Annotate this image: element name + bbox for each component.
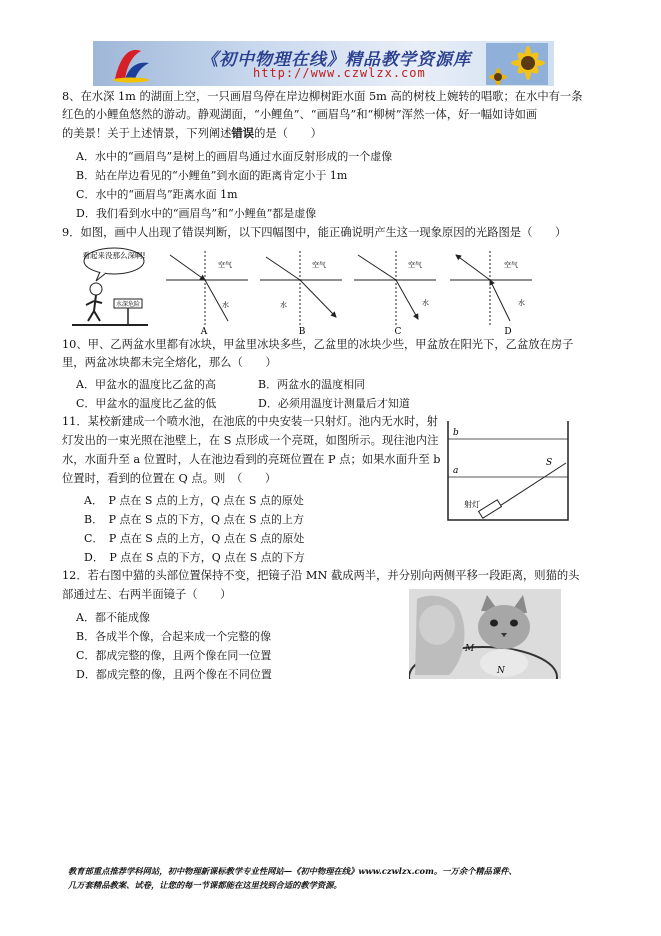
q9-water-label-b: 水: [280, 301, 287, 309]
q8-line2: 红色的小鲤鱼悠然的游动。静观湖面，“小鲤鱼”、“画眉鸟”和“柳树”浑然一体，好一幅如诗如画: [62, 108, 538, 121]
q9-label-b: B: [298, 327, 306, 335]
q12-option-c: C．都成完整的像，且两个像在同一位置: [76, 649, 272, 662]
q8-option-a: A．水中的“画眉鸟”是树上的画眉鸟通过水面反射形成的一个虚像: [76, 150, 393, 163]
q9-diagram-d: [450, 251, 532, 335]
sunflower-icon: [486, 43, 548, 85]
q12-line1: 12．若右图中猫的头部位置保持不变，把镜子沿 MN 截成两半，并分别向两侧平移一段距离，则猫的头: [62, 569, 580, 582]
q11-level-a-label: a: [453, 466, 459, 476]
q9-ray-diagrams: [160, 247, 550, 335]
site-logo-icon: [111, 45, 151, 83]
q8-line3-pre: 的美景！关于上述情景，下列阐述: [62, 127, 232, 140]
q9-label-a: A: [200, 327, 208, 335]
q9-label-d: D: [504, 327, 512, 335]
q9-sign-text: 水深危险: [115, 301, 141, 308]
q11-line1: 11．某校新建成一个喷水池，在池底的中央安装一只射灯。池内无水时，射: [62, 415, 438, 428]
q10-line1: 10、甲、乙两盆水里都有冰块，甲盆里冰块多些，乙盆里的冰块少些，甲盆放在阳光下，乙盆放在房子: [62, 338, 574, 351]
q9-water-label-c: 水: [422, 299, 429, 307]
q11-option-a: A． P 点在 S 点的上方，Q 点在 S 点的原处: [84, 494, 304, 507]
q9-diagram-a: [166, 251, 248, 335]
q8-option-b: B．站在岸边看见的“小鲤鱼”到水面的距离肯定小于 1m: [76, 169, 348, 182]
q12-cat-mirror-photo: [409, 589, 561, 679]
q11-line3: 水，水面升至 a 位置时，人在池边看到的亮斑位置在 P 点；如果水面升至 b: [62, 453, 441, 466]
q8-line3: [62, 125, 322, 142]
header-banner: [93, 41, 554, 86]
banner-title: 《初中物理在线》精品教学资源库: [201, 50, 471, 70]
q9-water-label-d: 水: [518, 299, 525, 307]
q11-option-b: B． P 点在 S 点的下方，Q 点在 S 点的上方: [84, 513, 305, 526]
q12-option-d: D．都成完整的像，且两个像在不同位置: [76, 668, 272, 681]
q8-line3-post: 的是（ ）: [254, 127, 322, 140]
q12-line2: 部通过左、右两半面镜子（ ）: [62, 588, 232, 601]
footer-line2: 几万套精品教案、试卷，让您的每一节课都能在这里找到合适的教学资源。: [68, 880, 342, 890]
q9-air-label-d: 空气: [504, 261, 518, 269]
q8-option-c: C．水中的“画眉鸟”距离水面 1m: [76, 188, 238, 201]
q9-air-label-b: 空气: [312, 261, 326, 269]
q12-mirror-m-label: M: [465, 644, 475, 654]
q11-pool-figure: [446, 419, 570, 522]
q10-option-d: D．必须用温度计测量后才知道: [258, 397, 410, 410]
q11-option-c: C． P 点在 S 点的上方，Q 点在 S 点的原处: [84, 532, 305, 545]
q11-line4: 位置时，看到的位置在 Q 点。则 （ ）: [62, 472, 277, 485]
q10-option-c: C．甲盆水的温度比乙盆的低: [76, 397, 217, 410]
q11-point-s-label: S: [546, 458, 553, 468]
q9-diagram-b: [260, 251, 342, 335]
q9-air-label-a: 空气: [218, 261, 232, 269]
q8-line3-emphasis: 错误: [231, 126, 255, 140]
q11-line2: 灯发出的一束光照在池壁上，在 S 点形成一个亮斑，如图所示。现往池内注: [62, 434, 439, 447]
q10-option-a: A．甲盆水的温度比乙盆的高: [76, 378, 216, 391]
q9-air-label-c: 空气: [408, 261, 422, 269]
q9-line1: 9．如图，画中人出现了错误判断，以下四幅图中，能正确说明产生这一现象原因的光路图是（ ）: [62, 226, 567, 239]
q10-line2: 里，两盆冰块都未完全熔化，那么（ ）: [62, 356, 277, 369]
q11-lamp-label: 射灯: [464, 500, 480, 509]
q12-mirror-n-label: N: [497, 666, 505, 676]
q9-label-c: C: [394, 327, 402, 335]
q12-option-a: A．都不能成像: [76, 611, 150, 624]
q11-option-d: D． P 点在 S 点的下方，Q 点在 S 点的下方: [84, 551, 305, 564]
q9-cartoon-figure: [70, 245, 150, 327]
cat-icon: [478, 595, 530, 677]
q10-option-b: B．两盆水的温度相同: [258, 378, 366, 391]
banner-url[interactable]: http://www.czwlzx.com: [253, 66, 426, 80]
q9-diagram-c: [354, 251, 436, 335]
q8-line1: 8、在水深 1m 的湖面上空，一只画眉鸟停在岸边柳树距水面 5m 高的树枝上婉转的唱歌；在水中有一条: [62, 90, 583, 103]
footer-line1: 教育部重点推荐学科网站，初中物理新课标教学专业性网站—《初中物理在线》www.czwlzx.com。一万余个精品课件、: [68, 866, 517, 876]
q12-option-b: B．各成半个像，合起来成一个完整的像: [76, 630, 272, 643]
q8-option-d: D．我们看到水中的“画眉鸟”和“小鲤鱼”都是虚像: [76, 207, 317, 220]
q9-speech-bubble-text: 看起来没那么深啊!: [82, 251, 146, 260]
q11-level-b-label: b: [453, 428, 459, 438]
q9-water-label-a: 水: [222, 301, 229, 309]
